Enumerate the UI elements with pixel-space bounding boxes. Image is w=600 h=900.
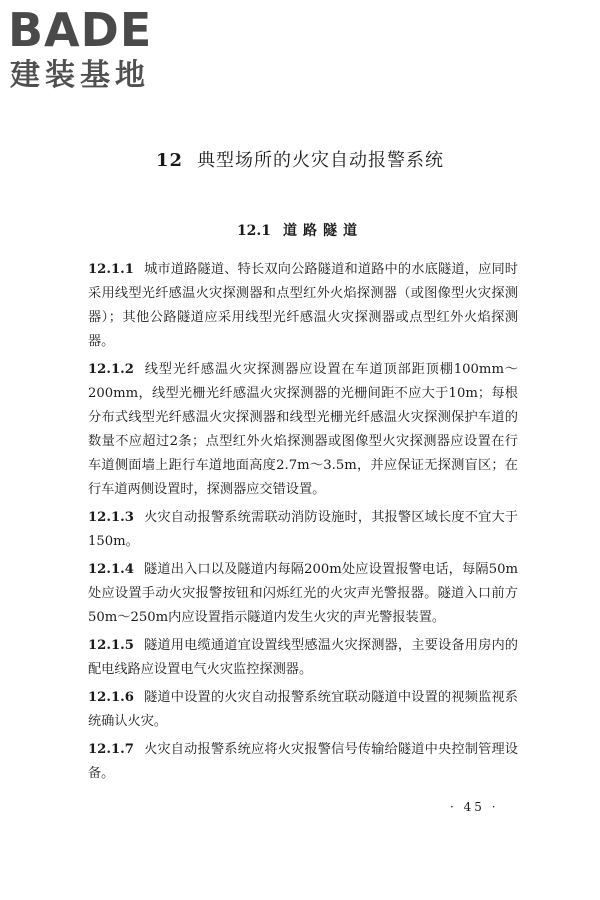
clause xyxy=(88,358,518,502)
clause-number: 12.1.5 xyxy=(88,638,134,653)
clause-text: 火灾自动报警系统需联动消防设施时，其报警区域长度不宜大于150m。 xyxy=(88,510,518,549)
clause-number: 12.1.7 xyxy=(88,742,134,757)
clause xyxy=(88,738,518,786)
section-title-text: 道路隧道 xyxy=(283,223,364,239)
clause-number: 12.1.4 xyxy=(88,562,134,577)
clause xyxy=(88,558,518,630)
section-number: 12.1 xyxy=(236,223,272,239)
clause xyxy=(88,634,518,682)
logo-text-en: BADE xyxy=(8,3,153,57)
chapter-title-text: 典型场所的火灾自动报警系统 xyxy=(197,150,445,171)
logo-text-cn: 建装基地 xyxy=(10,58,150,93)
section-title xyxy=(0,220,600,242)
clause-list xyxy=(88,258,518,790)
clause xyxy=(88,258,518,354)
clause-text: 火灾自动报警系统应将火灾报警信号传输给隧道中央控制管理设备。 xyxy=(88,742,518,781)
clause-number: 12.1.1 xyxy=(88,262,134,277)
clause-number: 12.1.3 xyxy=(88,510,134,525)
clause-number: 12.1.6 xyxy=(88,690,134,705)
clause-text: 隧道用电缆通道宜设置线型感温火灾探测器，主要设备用房内的配电线路应设置电气火灾监控探测器。 xyxy=(88,638,518,677)
clause-text: 隧道中设置的火灾自动报警系统宜联动隧道中设置的视频监视系统确认火灾。 xyxy=(88,690,518,729)
watermark-logo xyxy=(8,4,178,96)
chapter-title xyxy=(0,148,600,174)
clause-text: 隧道出入口以及隧道内每隔200m处应设置报警电话，每隔50m处应设置手动火灾报警按钮和闪烁红光的火灾声光警报器。隧道入口前方50m～250m内应设置指示隧道内发生火灾的声光警报装置。 xyxy=(88,562,518,625)
clause-text: 城市道路隧道、特长双向公路隧道和道路中的水底隧道，应同时采用线型光纤感温火灾探测器和点型红外火焰探测器（或图像型火灾探测器）；其他公路隧道应采用线型光纤感温火灾探测器或点型红外火焰探测器。 xyxy=(88,262,518,349)
clause xyxy=(88,686,518,734)
page-number: · 45 · xyxy=(450,800,499,814)
clause-number: 12.1.2 xyxy=(88,362,134,377)
clause xyxy=(88,506,518,554)
clause-text: 线型光纤感温火灾探测器应设置在车道顶部距顶棚100mm～200mm，线型光栅光纤感温火灾探测器的光栅间距不应大于10m；每根分布式线型光纤感温火灾探测器和线型光栅光纤感温火灾探测保护车道的数量不应超过2条；点型红外火焰探测器或图像型火灾探测器应设置在行车道侧面墙上距行车道地面高度2.7m～3.5m，并应保证无探测盲区；在行车道两侧设置时，探测器应交错设置。 xyxy=(88,362,518,497)
chapter-number: 12 xyxy=(155,150,184,171)
